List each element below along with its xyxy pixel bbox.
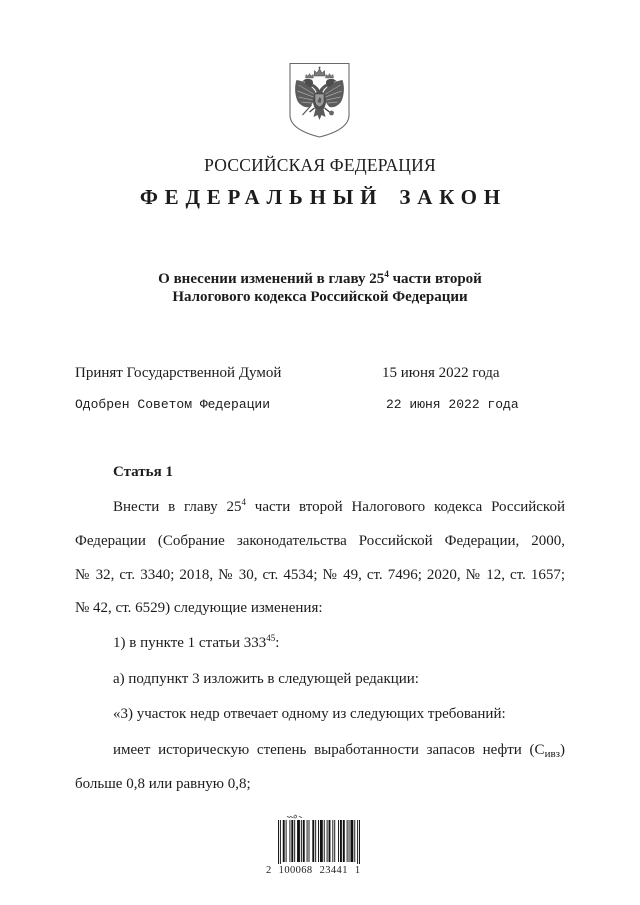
barcode-number: 2 100068 23441 1 bbox=[266, 865, 361, 876]
barcode-bar bbox=[307, 820, 308, 862]
article-text: : bbox=[275, 635, 280, 651]
article-number-superscript: 45 bbox=[266, 633, 276, 643]
article-heading: Статья 1 bbox=[113, 464, 173, 480]
barcode-bar bbox=[278, 820, 279, 864]
barcode-bar bbox=[338, 820, 339, 862]
article-intro-line-4: № 42, ст. 6529) следующие изменения: bbox=[75, 600, 323, 616]
law-title-text: части второй bbox=[388, 271, 482, 287]
barcode-bar bbox=[359, 820, 360, 864]
barcode-bar bbox=[289, 820, 290, 862]
barcode-bar bbox=[329, 820, 331, 862]
article-intro-line-2: Федерации (Собрание законодательства Российской Федерации, 2000, bbox=[75, 533, 565, 549]
article-intro-line-1 bbox=[113, 497, 565, 517]
barcode-bar bbox=[309, 820, 310, 862]
barcode-bar bbox=[312, 820, 314, 862]
article-text: ) bbox=[560, 742, 565, 758]
barcode-bar bbox=[297, 820, 300, 862]
barcode-bar bbox=[286, 820, 287, 862]
barcode-bar bbox=[294, 820, 295, 862]
law-title-line-2: Налогового кодекса Российской Федерации bbox=[172, 289, 468, 305]
barcode-bar bbox=[350, 820, 353, 862]
barcode-bar bbox=[303, 820, 305, 862]
law-title-text: О внесении изменений в главу 25 bbox=[158, 271, 385, 287]
requirement-line-1 bbox=[113, 740, 565, 760]
barcode-bar bbox=[349, 820, 350, 862]
article-text: Внести в главу 25 bbox=[113, 499, 242, 515]
document-type: ФЕДЕРАЛЬНЫЙ ЗАКОН bbox=[139, 185, 507, 209]
barcode-bar bbox=[301, 820, 302, 862]
article-subitem-a: а) подпункт 3 изложить в следующей редакции: bbox=[113, 671, 419, 687]
barcode-bar bbox=[315, 820, 316, 862]
adopted-by-duma-date: 15 июня 2022 года bbox=[382, 365, 500, 381]
approved-by-council-date: 22 июня 2022 года bbox=[386, 397, 519, 412]
barcode bbox=[276, 812, 364, 866]
barcode-bar bbox=[318, 820, 319, 862]
chapter-superscript: 4 bbox=[384, 269, 389, 279]
eagle-crowns bbox=[306, 67, 334, 78]
article-intro-line-3: № 32, ст. 3340; 2018, № 30, ст. 4534; № 49, ст. 7496; 2020, № 12, ст. 1657; bbox=[75, 567, 565, 583]
coat-of-arms-icon bbox=[287, 61, 352, 139]
barcode-bar bbox=[320, 820, 323, 862]
barcode-bar bbox=[280, 820, 281, 864]
approved-by-council-label: Одобрен Советом Федерации bbox=[75, 397, 271, 412]
barcode-bar bbox=[334, 820, 335, 862]
article-text: 1) в пункте 1 статьи 333 bbox=[113, 635, 267, 651]
barcode-marks bbox=[287, 815, 302, 818]
barcode-bar bbox=[291, 820, 293, 862]
barcode-bar bbox=[347, 820, 348, 862]
barcode-bar bbox=[327, 820, 328, 862]
formula-subscript: ивз bbox=[544, 748, 560, 760]
barcode-bar bbox=[332, 820, 333, 862]
quoted-text-start: «3) участок недр отвечает одному из следующих требований: bbox=[113, 706, 506, 722]
barcode-bar bbox=[357, 820, 358, 864]
article-item-1 bbox=[113, 633, 279, 653]
barcode-bar bbox=[324, 820, 325, 862]
barcode-bar bbox=[354, 820, 355, 862]
article-text: части второй Налогового кодекса Российской bbox=[245, 499, 565, 515]
barcode-bar bbox=[283, 820, 285, 862]
country-name: РОССИЙСКАЯ ФЕДЕРАЦИЯ bbox=[204, 155, 436, 175]
adopted-by-duma-label: Принят Государственной Думой bbox=[75, 365, 282, 381]
barcode-bar bbox=[343, 820, 345, 862]
requirement-line-2: больше 0,8 или равную 0,8; bbox=[75, 776, 251, 792]
article-text: имеет историческую степень выработанности запасов нефти (С bbox=[113, 742, 545, 758]
barcode-bar bbox=[340, 820, 342, 862]
chapter-superscript: 4 bbox=[241, 497, 246, 507]
